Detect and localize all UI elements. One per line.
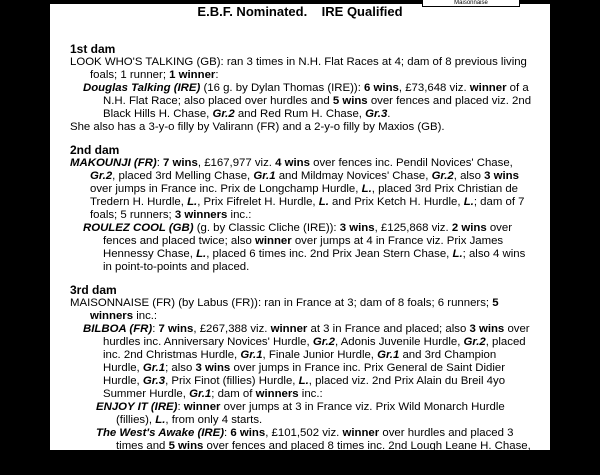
horse-or-race-grade: L.: [196, 248, 207, 260]
horse-or-race-grade: Gr.1: [240, 349, 263, 361]
entry-text: :: [156, 157, 164, 169]
entry-text: .: [387, 108, 391, 120]
entry-text: (16 g. by Dylan Thomas (IRE)):: [200, 82, 365, 94]
entry-text: , placed 6 times inc. 2nd Prix Jean Stern Chase,: [206, 248, 453, 260]
pedigree-entry: [70, 297, 534, 323]
horse-or-race-grade: Gr.2: [116, 453, 139, 465]
entry-text: , £73,648 viz.: [398, 82, 470, 94]
entry-text: and Prix Ketch H. Hurdle,: [328, 196, 464, 208]
entry-text: , from only 4 starts.: [165, 414, 263, 426]
entry-text: and 3rd Kinsale H. Chase,: [138, 453, 278, 465]
horse-or-race-grade: ENJOY IT (IRE): [96, 401, 178, 413]
bold-text: winner: [342, 427, 380, 439]
pedigree-entry: [70, 323, 534, 401]
bold-text: winner: [183, 401, 221, 413]
horse-or-race-grade: Gr.2: [277, 453, 300, 465]
horse-or-race-grade: Gr.2: [312, 336, 335, 348]
bold-text: 5 wins: [168, 440, 204, 452]
entry-text: at 3 in France and placed; also: [307, 323, 470, 335]
entry-text: and 3rd Champion Hurdle,: [103, 349, 497, 374]
dam-section: [70, 283, 534, 466]
horse-or-race-grade: L.: [155, 414, 166, 426]
bold-text: 5 winners: [90, 297, 499, 322]
pedigree-entry: [70, 56, 534, 82]
entry-text: ; dam of 7 foals; 5 runners;: [90, 196, 525, 221]
entry-text: over jumps in France inc. Prix de Longchamp Hurdle,: [90, 183, 362, 195]
entry-text: , £101,502 viz.: [265, 427, 343, 439]
entry-text: (g. by Classic Cliche (IRE)):: [193, 222, 340, 234]
horse-or-race-grade: Gr.1: [142, 362, 166, 374]
bold-text: winner: [254, 235, 292, 247]
horse-or-race-grade: Gr.1: [189, 388, 212, 400]
horse-or-race-grade: The West's Awake (IRE): [96, 427, 225, 439]
horse-or-race-grade: Gr.2: [463, 336, 486, 348]
bold-text: 2 wins: [451, 222, 487, 234]
entry-text: :: [215, 69, 219, 81]
bold-text: winner: [469, 82, 507, 94]
bold-text: 7 wins: [158, 323, 194, 335]
entry-text: :: [152, 323, 159, 335]
entry-text: , Prix Finot (fillies) Hurdle,: [165, 375, 299, 387]
pedigree-text: [70, 42, 534, 475]
horse-or-race-grade: Douglas Talking (IRE): [83, 82, 201, 94]
bold-text: 6 wins: [230, 427, 266, 439]
catalogue-page: [50, 0, 550, 465]
entry-text: ; also: [165, 362, 196, 374]
bold-text: winner: [270, 323, 308, 335]
entry-text: She also has a 3-y-o filly by Valirann (FR) and a 2-y-o filly by Maxios (GB).: [70, 121, 445, 133]
entry-text: over hurdles inc. Anniversary Novices' Hurdle,: [103, 323, 530, 348]
entry-text: , placed inc. 2nd Christmas Hurdle,: [103, 336, 526, 361]
entry-text: and Mildmay Novices' Chase,: [275, 170, 432, 182]
entry-text: , £267,388 viz.: [193, 323, 271, 335]
horse-or-race-grade: L.: [452, 248, 463, 260]
entry-text: :: [224, 427, 231, 439]
entry-text: inc.:: [133, 310, 158, 322]
bold-text: 3 wins: [195, 362, 231, 374]
horse-or-race-grade: Gr.3: [142, 375, 166, 387]
bold-text: 3 wins: [339, 222, 375, 234]
bold-text: 3 winners: [174, 209, 228, 221]
entry-text: and Like a Butterfly: [299, 453, 401, 465]
entry-text: inc.:: [227, 209, 252, 221]
entry-text: over fences and placed twice; also: [103, 222, 512, 247]
entry-text: over fences and placed 8 times inc. 2nd Lough Leane H. Chase,: [203, 440, 531, 452]
entry-text: , £125,868 viz.: [374, 222, 452, 234]
horse-or-race-grade: L.: [463, 196, 474, 208]
entry-text: , Prix Fifrelet H. Hurdle,: [197, 196, 319, 208]
horse-or-race-grade: L.: [298, 375, 309, 387]
horse-or-race-grade: L.: [187, 196, 198, 208]
horse-or-race-grade: Gr.2: [431, 170, 454, 182]
bold-text: 4 wins: [275, 157, 310, 169]
horse-or-race-grade: ROULEZ COOL (GB): [83, 222, 194, 234]
horse-or-race-grade: L.: [318, 196, 329, 208]
entry-text: over jumps at 4 in France viz. Prix James Hennessy Chase,: [103, 235, 504, 260]
entry-text: over jumps at 3 in France viz. Prix Wild Monarch Hurdle (fillies),: [116, 401, 505, 426]
bold-text: 3 wins: [469, 323, 505, 335]
horse-or-race-grade: Gr.1: [377, 349, 400, 361]
pedigree-entry: [70, 157, 534, 222]
bold-text: 7 wins: [163, 157, 198, 169]
top-corner-label: Maisonnaise: [422, 0, 520, 7]
pedigree-entry: [70, 222, 534, 274]
pedigree-entry: [70, 121, 534, 134]
entry-text: MAISONNAISE (FR) (by Labus (FR)): ran in France at 3; dam of 8 foals; 6 runners;: [70, 297, 493, 309]
entry-text: , Finale Junior Hurdle,: [262, 349, 378, 361]
bold-text: 6 wins: [364, 82, 399, 94]
entry-text: ; dam of: [211, 388, 256, 400]
entry-text: over fences inc. Pendil Novices' Chase,: [309, 157, 513, 169]
section-title: 2nd dam: [70, 143, 120, 157]
entry-text: , placed 3rd Melling Chase,: [112, 170, 254, 182]
horse-or-race-grade: Gr.2: [90, 170, 113, 182]
bold-text: 1 winner: [169, 69, 216, 81]
entry-text: of a N.H. Flat Race; also placed over hurdles and: [103, 82, 529, 107]
pedigree-entry: [70, 427, 534, 466]
entry-text: over fences and placed viz. 2nd Black Hills H. Chase,: [103, 95, 532, 120]
horse-or-race-grade: BILBOA (FR): [83, 323, 153, 335]
dam-section: [70, 143, 534, 274]
dam-section: [70, 42, 534, 134]
entry-text: over hurdles and placed 3 times and: [116, 427, 514, 452]
entry-text: , also: [453, 170, 485, 182]
entry-text: , placed viz. 2nd Prix Alain du Breil 4yo Summer Hurdle,: [103, 375, 506, 400]
entry-text: , Adonis Juvenile Hurdle,: [335, 336, 464, 348]
section-title: 3rd dam: [70, 283, 117, 297]
horse-or-race-grade: Gr.1: [253, 170, 276, 182]
bold-text: winners: [255, 388, 299, 400]
section-title: 1st dam: [70, 42, 116, 56]
entry-text: ; also 4 wins in point-to-points and placed.: [103, 248, 526, 273]
entry-text: , placed 3rd Prix Christian de Tredern H. Hurdle,: [90, 183, 518, 208]
horse-or-race-grade: MAKOUNJI (FR): [70, 157, 157, 169]
bold-text: 5 wins: [332, 95, 368, 107]
pedigree-entry: [70, 401, 534, 427]
entry-text: , £167,977 viz.: [197, 157, 276, 169]
entry-text: :: [177, 401, 184, 413]
entry-text: LOOK WHO'S TALKING (GB): ran 3 times in N.H. Flat Races at 4; dam of 8 previous living foals; 1 runner;: [70, 56, 527, 81]
nomination-header: E.B.F. Nominated. IRE Qualified: [197, 4, 403, 19]
pedigree-entry: [70, 82, 534, 121]
entry-text: and Red Rum H. Chase,: [234, 108, 366, 120]
entry-text: over jumps in France inc. Prix General de Saint Didier Hurdle,: [103, 362, 506, 387]
horse-or-race-grade: Gr.3: [365, 108, 388, 120]
bold-text: 3 wins: [484, 170, 519, 182]
entry-text: inc.:: [298, 388, 323, 400]
horse-or-race-grade: Gr.2: [212, 108, 235, 120]
horse-or-race-grade: L.: [361, 183, 372, 195]
